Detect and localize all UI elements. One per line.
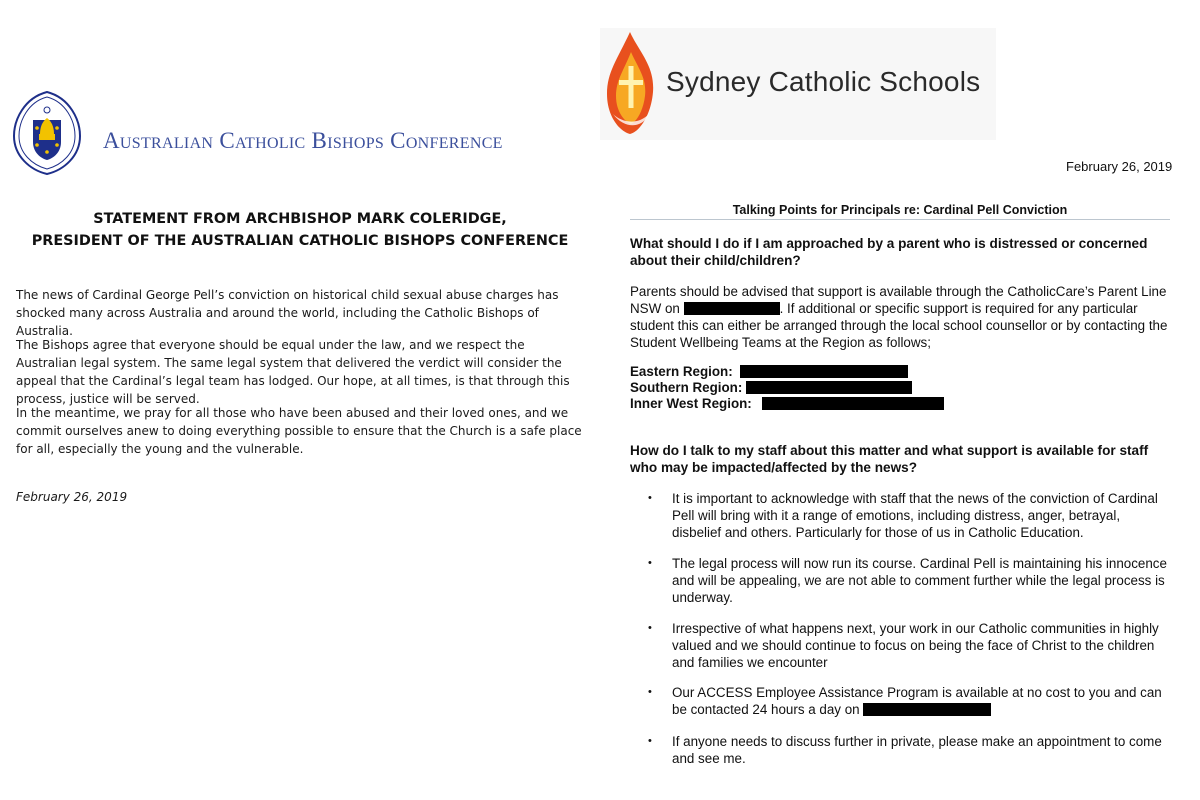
statement-date: February 26, 2019 [16, 490, 128, 504]
list-item-text: If anyone needs to discuss further in private, please make an appointment to come and see me. [672, 734, 1162, 766]
flame-cross-logo-icon [603, 30, 657, 136]
bullet-point: • [648, 622, 652, 634]
statement-paragraph: The news of Cardinal George Pell’s conviction on historical child sexual abuse charges has shocked many across Australia and around the world, including the Catholic Bishops of Australia. [16, 288, 559, 338]
question-heading: What should I do if I am approached by a parent who is distressed or concerned about their child/children? [630, 236, 1148, 268]
question-heading: How do I talk to my staff about this matter and what support is available for staff who may be impacted/affected by the news? [630, 443, 1149, 475]
list-item-text-part: Our ACCESS Employee Assistance Program is available at no cost to you and can be contacted 24 hours a day on [672, 685, 1162, 717]
statement-heading-line-2: PRESIDENT OF THE AUSTRALIAN CATHOLIC BISHOPS CONFERENCE [31, 233, 569, 249]
statement-heading-line-1: STATEMENT FROM ARCHBISHOP MARK COLERIDGE, [93, 211, 507, 227]
bullet-point: • [648, 686, 652, 698]
redacted-contact [746, 381, 912, 394]
region-inner-west [630, 396, 752, 411]
region-southern [630, 380, 742, 395]
parent-support-paragraph [630, 283, 1170, 351]
redacted-contact [740, 365, 908, 378]
list-item-text [672, 684, 1172, 718]
bullet-point: • [648, 735, 652, 747]
region-eastern [630, 364, 733, 379]
bishops-conference-seal-icon [12, 90, 82, 176]
redacted-phone [863, 703, 991, 716]
statement-heading [0, 208, 600, 252]
region-label: Southern Region: [630, 380, 743, 395]
memo-date: February 26, 2019 [1066, 159, 1173, 174]
bullet-point: • [648, 557, 652, 569]
talking-points-title: Talking Points for Principals re: Cardinal Pell Conviction [732, 203, 1068, 217]
redacted-phone [684, 302, 780, 315]
redacted-contact [762, 397, 944, 410]
org-title: Australian Catholic Bishops Conference [103, 128, 503, 153]
bullet-point: • [648, 492, 652, 504]
parent-support-text-continued: . If additional or specific support is required for any particular student this can either be arranged through the local school counsellor or by contacting the Student Wellbeing Teams at the Region as follows; [630, 301, 1168, 350]
title-divider [630, 219, 1170, 220]
region-label: Eastern Region: [630, 364, 733, 379]
statement-paragraph: The Bishops agree that everyone should be equal under the law, and we respect the Australian legal system. The same legal system that delivered the verdict will consider the appeal that the Cardinal’s legal team has lodged. Our hope, at all times, is that through this process, justice will be served. [16, 338, 570, 406]
parent-support-text: Parents should be advised that support is available through the CatholicCare’s Parent Line NSW on [630, 284, 1167, 316]
brand-name: Sydney Catholic Schools [666, 66, 981, 97]
region-label: Inner West Region: [630, 396, 752, 411]
list-item-text: Irrespective of what happens next, your work in our Catholic communities in highly valued and we should continue to focus on being the face of Christ to the children and families we encounter [672, 621, 1159, 670]
statement-paragraph: In the meantime, we pray for all those who have been abused and their loved ones, and we commit ourselves anew to doing everything possible to ensure that the Church is a safe place for all, especially the young and the vulnerable. [16, 406, 582, 456]
list-item-text: The legal process will now run its course. Cardinal Pell is maintaining his innocence and will be appealing, we are not able to comment further while the legal process is underway. [672, 556, 1167, 605]
list-item-text: It is important to acknowledge with staff that the news of the conviction of Cardinal Pell will bring with it a range of emotions, including distress, anger, betrayal, disbelief and others. Particularly for those of us in Catholic Education. [672, 491, 1158, 540]
